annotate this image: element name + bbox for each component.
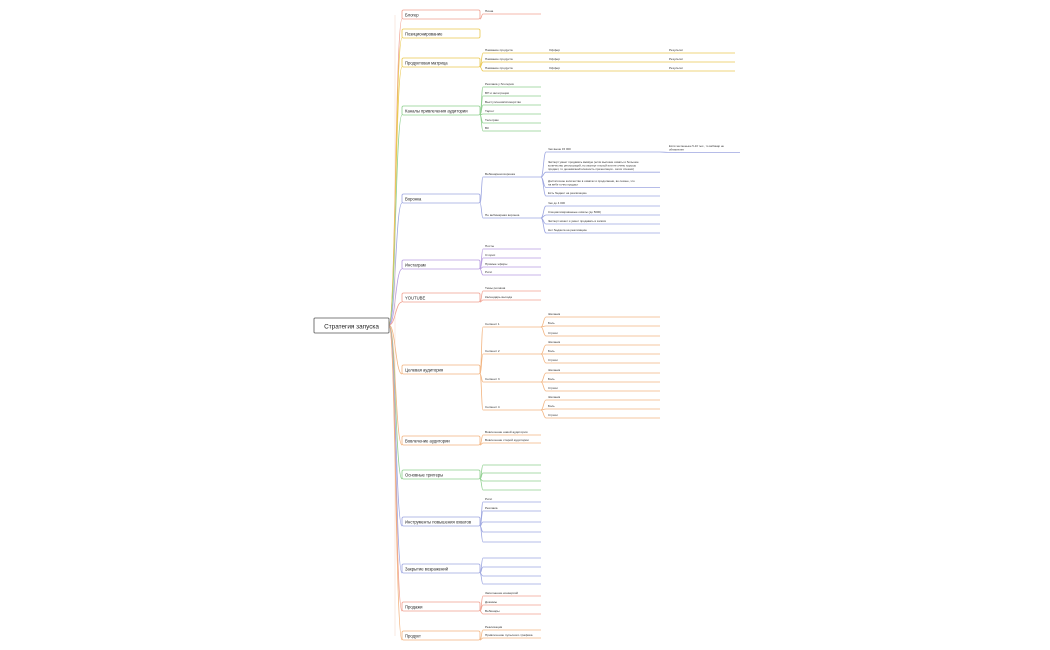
child-label: Заполнение конверсий	[485, 591, 519, 595]
matrix-cell: Результат	[669, 48, 684, 52]
child-label: Вебинары	[485, 609, 500, 613]
branch-node-0[interactable]	[402, 10, 480, 19]
grandchild-label-line: Страхи	[548, 413, 558, 417]
child-label: Вовлечение старой аудитории	[485, 438, 529, 442]
child-label: Телеграм	[485, 118, 499, 122]
grandchild-node[interactable]	[546, 160, 660, 172]
child-node[interactable]	[483, 118, 541, 123]
child-label: Привлечение пульсного трафика	[485, 633, 533, 637]
branch-label: YOUTUBE	[405, 295, 426, 301]
child-node[interactable]	[483, 591, 541, 596]
child-node[interactable]	[483, 126, 541, 131]
child-node[interactable]	[483, 213, 541, 218]
child-node[interactable]	[483, 262, 541, 267]
child-label: Сторис	[485, 253, 496, 257]
grandchild-connector	[541, 327, 546, 336]
child-node[interactable]	[483, 48, 735, 53]
grandchild-label-line: продает, то дешевизна/полезность презентации - залог спешки)	[548, 167, 634, 172]
grandchild-connector	[541, 400, 546, 410]
child-label: Сегмент 3	[485, 377, 500, 381]
child-label: Выступления/спикерство	[485, 100, 522, 104]
matrix-cell: Результат	[669, 66, 684, 70]
child-node[interactable]	[483, 100, 541, 105]
branch-connector	[389, 67, 402, 325]
grandchild-node[interactable]	[546, 321, 660, 326]
grandchild-label-line: Боль	[548, 377, 555, 381]
grandchild-label-line: Нет бюджета на реализацию	[548, 228, 587, 232]
note-label-line: Если чек меньше 5-10 тыс., то вебинар не	[669, 144, 724, 148]
grandchild-node[interactable]	[546, 179, 660, 188]
child-node[interactable]	[483, 9, 541, 14]
child-node[interactable]	[483, 438, 541, 443]
branch-label: Продажи	[405, 604, 423, 610]
grandchild-label-line: Достаточное количество в охватах и продолжени, во сезоне, что	[548, 179, 635, 183]
grandchild-node[interactable]	[546, 191, 660, 196]
child-label: Реализация	[485, 625, 503, 629]
grandchild-label-line: Желания	[548, 395, 561, 399]
branch-node-10[interactable]	[402, 517, 480, 526]
grandchild-node[interactable]	[546, 358, 660, 363]
branch-label: Каналы привлечения аудитории	[405, 108, 468, 114]
grandchild-connector	[541, 410, 546, 418]
branch-label: Продукт	[405, 633, 421, 639]
child-node[interactable]	[483, 322, 541, 327]
grandchild-label-line: Эксперт умеет продавать вживую (если высокие охваты и большое	[548, 160, 639, 164]
branch-label: Основные триггеры	[405, 472, 444, 478]
branch-node-1[interactable]	[402, 29, 480, 38]
grandchild-node[interactable]	[546, 404, 660, 409]
grandchild-node[interactable]	[546, 395, 660, 400]
child-label: Ниша	[485, 9, 494, 13]
child-node[interactable]	[483, 286, 541, 291]
branch-label: Воронка	[405, 196, 422, 202]
grandchild-node[interactable]	[546, 219, 660, 224]
child-label: Таргет	[485, 109, 495, 113]
child-node[interactable]	[483, 430, 541, 435]
child-label: Вебинарная воронка	[485, 172, 515, 176]
grandchild-node[interactable]	[546, 413, 660, 418]
child-label: Календарь выхода	[485, 295, 513, 299]
grandchild-node[interactable]	[546, 228, 660, 233]
child-node[interactable]	[483, 625, 541, 630]
grandchild-node[interactable]	[546, 349, 660, 354]
note-label-line: обязателен	[669, 147, 684, 152]
grandchild-connector	[541, 373, 546, 382]
branch-node-7[interactable]	[402, 365, 480, 374]
branch-node-6[interactable]	[402, 293, 480, 302]
matrix-cell: Оффер	[549, 66, 560, 70]
child-node[interactable]	[483, 506, 541, 511]
child-label: Сегмент 4	[485, 405, 500, 409]
child-label: Название продукта	[485, 66, 513, 70]
child-label: Рилс	[485, 270, 493, 274]
child-label: Вовлечение новой аудитории	[485, 430, 528, 434]
child-node[interactable]	[483, 172, 541, 177]
grandchild-label-line: количество регистраций, но эксперт плохой или не очень хорошо	[548, 163, 637, 168]
mindmap-nodes	[314, 9, 740, 640]
branch-node-4[interactable]	[402, 194, 480, 203]
grandchild-node[interactable]	[546, 331, 660, 336]
child-node[interactable]	[483, 600, 541, 605]
child-label: ВК	[485, 126, 489, 130]
child-node[interactable]	[483, 497, 541, 502]
branch-label: Позиционирование	[405, 31, 443, 37]
child-connector	[480, 14, 483, 19]
child-label: Название продукта	[485, 48, 513, 52]
child-node[interactable]	[483, 377, 541, 382]
grandchild-label-line: Страхи	[548, 331, 558, 335]
grandchild-node[interactable]	[546, 210, 660, 215]
child-label: Не вебинарная воронка	[485, 213, 520, 217]
child-connector	[480, 67, 483, 71]
grandchild-label-line: Желания	[548, 340, 561, 344]
matrix-cell: Результат	[669, 57, 684, 61]
child-connector	[480, 203, 483, 218]
matrix-cell: Оффер	[549, 57, 560, 61]
child-node[interactable]	[483, 270, 541, 275]
child-label: Рилс	[485, 497, 493, 501]
branch-label: Блогер	[405, 12, 419, 18]
child-node[interactable]	[483, 66, 735, 71]
grandchild-label-line: Эксперт может и умеет продавать в записи	[548, 219, 607, 223]
child-node[interactable]	[483, 244, 541, 249]
child-label: Прямые эфиры	[485, 262, 508, 266]
branch-node-3[interactable]	[402, 106, 480, 115]
grandchild-connector	[541, 152, 546, 177]
child-connector	[480, 611, 483, 614]
branch-node-5[interactable]	[402, 260, 480, 269]
grandchild-connector	[541, 317, 546, 327]
grandchild-label-line: Страхи	[548, 386, 558, 390]
grandchild-node[interactable]	[546, 144, 740, 152]
grandchild-connector	[541, 354, 546, 363]
grandchild-node[interactable]	[546, 368, 660, 373]
child-node[interactable]	[483, 633, 541, 638]
branch-connector	[389, 115, 402, 325]
child-label: ВП и интеграции	[485, 91, 510, 95]
child-node[interactable]	[483, 405, 541, 410]
root-node[interactable]	[314, 318, 389, 333]
branch-label: Инструменты повышения охватов	[405, 519, 472, 525]
grandchild-label-line: Специализированные охваты (до 5000)	[548, 210, 602, 214]
branch-label: Продуктовая матрица	[405, 60, 448, 66]
grandchild-label-line: на вебе точно продаст	[548, 182, 579, 187]
grandchild-node[interactable]	[546, 377, 660, 382]
grandchild-connector	[541, 215, 546, 218]
branch-connector	[389, 325, 402, 573]
child-label: Реклама у блогеров	[485, 82, 514, 86]
branch-node-13[interactable]	[402, 631, 480, 640]
branch-node-12[interactable]	[402, 602, 480, 611]
child-node[interactable]	[483, 349, 541, 354]
grandchild-label-line: Боль	[548, 349, 555, 353]
child-connector	[480, 269, 483, 275]
matrix-cell: Оффер	[549, 48, 560, 52]
child-label: Посты	[485, 244, 495, 248]
grandchild-label-line: Чек до 4 000	[548, 201, 565, 205]
branch-node-2[interactable]	[402, 58, 480, 67]
child-label: Темы роликов	[485, 286, 506, 290]
branch-label: Вовлечение аудитории	[405, 438, 450, 444]
branch-label: Инстаграм	[405, 262, 426, 268]
child-connector	[480, 177, 483, 203]
grandchild-label-line: Желания	[548, 312, 561, 316]
branch-node-9[interactable]	[402, 470, 480, 479]
child-label: Сегмент 1	[485, 322, 500, 326]
grandchild-node[interactable]	[546, 386, 660, 391]
grandchild-label-line: Есть бюджет на реализацию	[548, 191, 587, 195]
child-node[interactable]	[483, 82, 541, 87]
grandchild-connector	[541, 345, 546, 354]
grandchild-label-line: Страхи	[548, 358, 558, 362]
child-node[interactable]	[483, 253, 541, 258]
child-node[interactable]	[483, 295, 541, 300]
grandchild-connector	[541, 382, 546, 391]
child-label: Дожимы	[485, 600, 497, 604]
root-label: Стратегия запуска	[324, 323, 379, 331]
branch-node-8[interactable]	[402, 436, 480, 445]
child-label: Название продукта	[485, 57, 513, 61]
grandchild-label-line: Боль	[548, 404, 555, 408]
grandchild-label-line: Боль	[548, 321, 555, 325]
branch-node-11[interactable]	[402, 564, 480, 573]
child-node[interactable]	[483, 57, 735, 62]
grandchild-label-line: Чек выше 15 000	[548, 147, 571, 151]
child-label: Сегмент 2	[485, 349, 500, 353]
child-node[interactable]	[483, 109, 541, 114]
branch-label: Закрытие возражений	[405, 566, 448, 572]
grandchild-node[interactable]	[546, 201, 660, 206]
child-label: Реклама	[485, 506, 498, 510]
grandchild-node[interactable]	[546, 312, 660, 317]
child-node[interactable]	[483, 91, 541, 96]
child-node[interactable]	[483, 609, 541, 614]
grandchild-node[interactable]	[546, 340, 660, 345]
branch-label: Целевая аудитория	[405, 367, 444, 373]
grandchild-label-line: Желания	[548, 368, 561, 372]
